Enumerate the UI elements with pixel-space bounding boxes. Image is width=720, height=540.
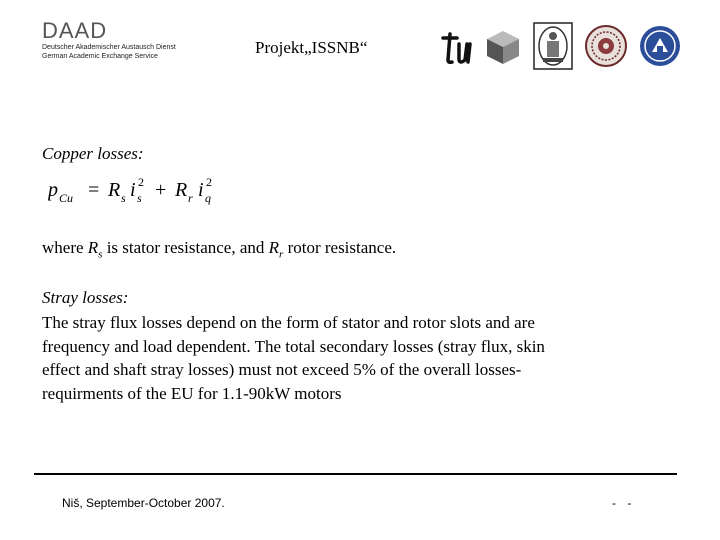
formula-term1-var-sub: s (137, 191, 142, 205)
formula-term1-var: i (130, 179, 136, 201)
daad-logo-text: DAAD (42, 18, 108, 43)
formula-term2-var: i (198, 179, 204, 201)
formula-lhs-sub: Cu (59, 191, 74, 205)
formula-term1-coef-sub: s (121, 191, 126, 205)
tu-logo-icon (437, 30, 477, 66)
formula-term1-coef: R (108, 179, 121, 201)
formula-term2-var-sub: q (205, 191, 211, 205)
formula-term2-coef: R (175, 179, 188, 201)
paragraph-line: The stray flux losses depend on the form of stator and rotor slots and are (42, 313, 535, 332)
paragraph-line: effect and shaft stray losses) must not exceed 5% of the overall losses- (42, 360, 522, 379)
paragraph-line: frequency and load dependent. The total secondary losses (stray flux, skin (42, 336, 545, 356)
formula-lhs: p (48, 179, 58, 201)
rotor-resistance-symbol: R (268, 238, 280, 257)
faculty-emblem-icon (638, 24, 682, 68)
cube-logo-icon (484, 28, 522, 66)
stator-resistance-sub: s (98, 248, 103, 261)
university-seal-icon (584, 24, 628, 68)
formula-term1-exp: 2 (138, 175, 144, 189)
stray-losses-paragraph (42, 311, 652, 405)
formula-term2-coef-sub: r (188, 191, 193, 205)
stray-losses-heading: Stray losses: (42, 288, 129, 307)
daad-subtitle-german: Deutscher Akademischer Austausch Dienst (42, 44, 176, 51)
where-prefix: where (42, 238, 88, 257)
formula-equals: = (88, 179, 100, 201)
stator-resistance-symbol: R (87, 238, 99, 257)
footer-location-date: Niš, September-October 2007. (62, 496, 225, 510)
where-mid: is stator resistance, and (102, 238, 269, 257)
copper-losses-heading: Copper losses: (42, 144, 144, 163)
page-number: - - (612, 496, 636, 510)
where-suffix: rotor resistance. (283, 238, 397, 257)
project-title: Projekt„ISSNB“ (255, 38, 368, 57)
formula-term2-exp: 2 (206, 175, 212, 189)
copper-loss-formula (48, 172, 228, 208)
daad-subtitle-english: German Academic Exchange Service (42, 53, 158, 60)
university-crest-icon (533, 22, 573, 70)
resistance-definition (42, 238, 396, 260)
paragraph-line: requirments of the EU for 1.1-90kW motors (42, 383, 342, 403)
rotor-resistance-sub: r (279, 248, 284, 261)
footer-divider (34, 473, 677, 475)
formula-plus: + (155, 179, 167, 201)
